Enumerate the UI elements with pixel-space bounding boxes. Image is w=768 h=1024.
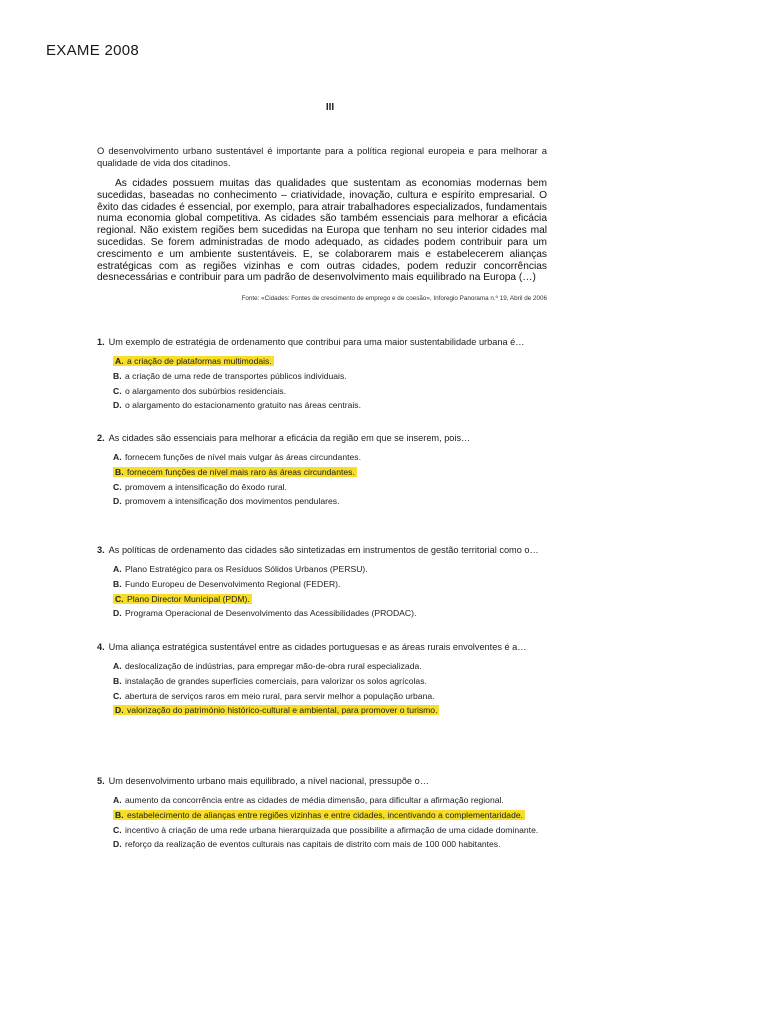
option-a[interactable] [113, 795, 552, 806]
option-letter: A. [113, 661, 122, 671]
option-letter: A. [113, 564, 122, 574]
source-citation: Fonte: «Cidades: Fontes de crescimento de emprego e de coesão», Inforegio Panorama n.º 19, Abril de 2006 [241, 295, 547, 302]
question-number: 4. [97, 642, 105, 652]
answer-highlight [113, 810, 525, 820]
option-text: fornecem funções de nível mais vulgar às áreas circundantes. [125, 452, 361, 462]
option-d[interactable] [113, 839, 552, 850]
option-text: abertura de serviços raros em meio rural, para servir melhor a população urbana. [125, 690, 435, 701]
option-letter: C. [113, 690, 122, 701]
option-text: reforço da realização de eventos culturais nas capitais de distrito com mais de 100 000 habitantes. [125, 839, 501, 850]
option-text: aumento da concorrência entre as cidades de média dimensão, para dificultar a afirmação regional. [125, 795, 504, 805]
option-a[interactable] [113, 356, 552, 367]
option-text: Programa Operacional de Desenvolvimento das Acessibilidades (PRODAC). [125, 608, 417, 619]
option-c[interactable] [113, 594, 552, 605]
option-letter: D. [113, 496, 122, 507]
option-list [97, 452, 552, 507]
option-d[interactable] [113, 496, 552, 507]
option-letter: A. [113, 452, 122, 462]
option-letter: C. [113, 385, 122, 396]
option-b[interactable] [113, 579, 552, 590]
question-4 [97, 642, 552, 720]
option-list [97, 356, 552, 411]
option-text: incentivo à criação de uma rede urbana hierarquizada que possibilite a afirmação de uma cidade dominante. [125, 824, 539, 835]
option-a[interactable] [113, 564, 552, 575]
question-number: 3. [97, 545, 105, 555]
option-list [97, 795, 552, 850]
option-text: Plano Estratégico para os Resíduos Sólidos Urbanos (PERSU). [125, 564, 368, 574]
page-title: EXAME 2008 [46, 42, 140, 59]
option-text: promovem a intensificação dos movimentos pendulares. [125, 496, 340, 507]
option-d[interactable] [113, 400, 552, 411]
answer-highlight [113, 467, 357, 477]
question-stem [97, 545, 552, 556]
option-text: Fundo Europeu de Desenvolvimento Regional (FEDER). [125, 578, 341, 589]
option-b[interactable] [113, 676, 552, 687]
option-letter: C. [113, 481, 122, 492]
option-letter: A. [113, 795, 122, 805]
option-b[interactable] [113, 467, 552, 478]
option-text: o alargamento dos subúrbios residenciais. [125, 385, 286, 396]
answer-highlight [113, 594, 252, 604]
option-b[interactable] [113, 371, 552, 382]
option-text: Plano Director Municipal (PDM). [127, 593, 250, 604]
question-stem [97, 642, 552, 653]
option-list [97, 564, 552, 619]
option-text: valorização do património histórico-cultural e ambiental, para promover o turismo. [127, 705, 438, 716]
option-a[interactable] [113, 452, 552, 463]
option-c[interactable] [113, 482, 552, 493]
question-1 [97, 337, 552, 415]
option-text: fornecem funções de nível mais raro às áreas circundantes. [127, 466, 355, 477]
option-d[interactable] [113, 705, 552, 716]
section-number: III [325, 102, 335, 113]
question-stem [97, 433, 552, 444]
option-text: deslocalização de indústrias, para empregar mão-de-obra rural especializada. [125, 661, 422, 671]
question-text: Uma aliança estratégica sustentável entre as cidades portuguesas e as áreas rurais envolventes é a… [108, 642, 527, 652]
intro-paragraph: O desenvolvimento urbano sustentável é importante para a política regional europeia e para melhorar a qualidade de vida dos citadinos. [97, 145, 547, 168]
option-c[interactable] [113, 386, 552, 397]
question-number: 2. [97, 433, 105, 443]
option-text: o alargamento do estacionamento gratuito nas áreas centrais. [125, 400, 361, 411]
answer-highlight [113, 705, 439, 715]
option-letter: A. [115, 356, 124, 366]
option-letter: B. [115, 466, 124, 477]
option-c[interactable] [113, 825, 552, 836]
option-a[interactable] [113, 661, 552, 672]
option-text: promovem a intensificação do êxodo rural. [125, 481, 287, 492]
option-letter: D. [113, 839, 122, 850]
question-number: 1. [97, 337, 105, 347]
option-letter: C. [113, 824, 122, 835]
question-number: 5. [97, 776, 105, 786]
option-b[interactable] [113, 810, 552, 821]
question-text: Um desenvolvimento urbano mais equilibrado, a nível nacional, pressupõe o… [108, 776, 429, 786]
option-text: a criação de plataformas multimodais. [127, 356, 272, 366]
option-letter: B. [115, 809, 124, 820]
option-letter: D. [115, 705, 124, 716]
question-text: Um exemplo de estratégia de ordenamento que contribui para uma maior sustentabilidade urbana é… [108, 337, 525, 347]
option-letter: C. [115, 593, 124, 604]
option-letter: B. [113, 578, 122, 589]
option-d[interactable] [113, 608, 552, 619]
option-c[interactable] [113, 691, 552, 702]
answer-highlight [113, 356, 274, 366]
option-letter: B. [113, 370, 122, 381]
option-letter: B. [113, 675, 122, 686]
option-letter: D. [113, 608, 122, 619]
question-text: As políticas de ordenamento das cidades são sintetizadas em instrumentos de gestão territorial como o… [108, 545, 539, 555]
option-letter: D. [113, 400, 122, 411]
question-text: As cidades são essenciais para melhorar a eficácia da região em que se inserem, pois… [108, 433, 471, 443]
option-text: estabelecimento de alianças entre regiões vizinhas e entre cidades, incentivando a complementaridade. [127, 809, 524, 820]
option-text: instalação de grandes superfícies comerciais, para valorizar os solos agrícolas. [125, 675, 427, 686]
question-stem [97, 337, 552, 348]
question-2 [97, 433, 552, 511]
question-3 [97, 545, 552, 623]
source-passage: As cidades possuem muitas das qualidades que sustentam as economias modernas bem sucedidas, baseadas no conhecimento – criatividade, inovação, cultura e espírito empresarial. O êxito das cidades é essencial, por exemplo, para atrair trabalhadores especializados, fundamentais numa economia global competitiva. As cidades são também essenciais para melhorar a eficácia regional. Não existem regiões bem sucedidas na Europa que tenham no seu interior cidades mal sucedidas. Se forem administradas de modo adequado, as cidades podem contribuir para um crescimento e um ambiente sustentáveis. E, se colaborarem mais e estabelecerem alianças estratégicas com as regiões vizinhas e com outras cidades, podem reduzir concorrências desnecessárias e contribuir para um padrão de desenvolvimento mais equilibrado na Europa (…) [97, 178, 547, 284]
question-5 [97, 776, 552, 854]
question-stem [97, 776, 552, 787]
option-text: a criação de uma rede de transportes públicos individuais. [125, 370, 347, 381]
option-list [97, 661, 552, 716]
